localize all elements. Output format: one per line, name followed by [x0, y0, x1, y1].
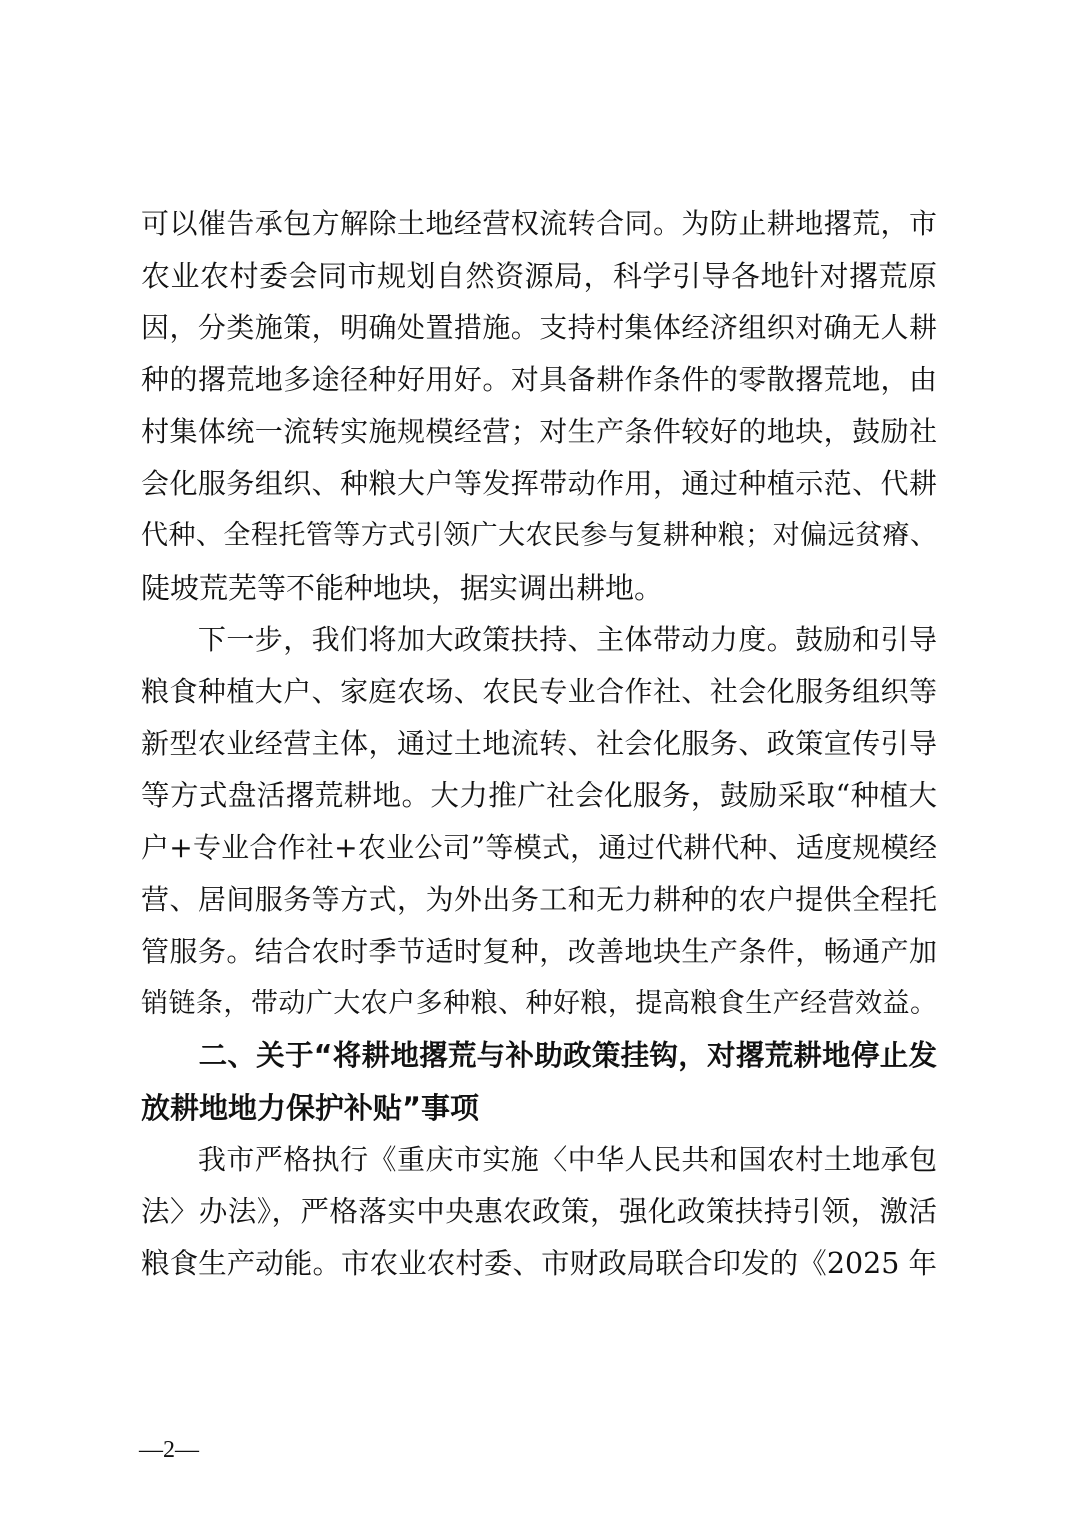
text-line: 等方式盘活撂荒耕地。大力推广社会化服务，鼓励采取“种植大 — [141, 779, 937, 812]
text-line: 法〉办法》，严格落实中央惠农政策，强化政策扶持引领，激活 — [141, 1195, 937, 1228]
text-line: 种的撂荒地多途径种好用好。对具备耕作条件的零散撂荒地，由 — [141, 363, 937, 396]
heading-line: 放耕地地力保护补贴”事项 — [141, 1091, 480, 1125]
text-line: 代种、全程托管等方式引领广大农民参与复耕种粮；对偏远贫瘠、 — [141, 520, 937, 551]
paragraph — [141, 1134, 937, 1290]
heading-line: 二、关于“将耕地撂荒与补助政策挂钩，对撂荒耕地停止发 — [141, 1039, 937, 1072]
text-line: 我市严格执行《重庆市实施〈中华人民共和国农村土地承包 — [141, 1143, 937, 1176]
text-line: 会化服务组织、种粮大户等发挥带动作用，通过种植示范、代耕 — [141, 467, 937, 500]
text-line: 下一步，我们将加大政策扶持、主体带动力度。鼓励和引导 — [141, 623, 937, 656]
text-line: 新型农业经营主体，通过土地流转、社会化服务、政策宣传引导 — [141, 727, 937, 760]
text-line: 可以催告承包方解除土地经营权流转合同。为防止耕地撂荒，市 — [141, 207, 937, 240]
text-line: 销链条，带动广大农户多种粮、种好粮，提高粮食生产经营效益。 — [141, 988, 937, 1019]
text-line: 粮食种植大户、家庭农场、农民专业合作社、社会化服务组织等 — [141, 675, 937, 708]
text-line: 粮食生产动能。市农业农村委、市财政局联合印发的《2025 年 — [141, 1247, 937, 1280]
text-line: 户+专业合作社+农业公司”等模式，通过代耕代种、适度规模经 — [141, 831, 937, 864]
text-line: 农业农村委会同市规划自然资源局，科学引导各地针对撂荒原 — [141, 259, 937, 293]
text-line: 因，分类施策，明确处置措施。支持村集体经济组织对确无人耕 — [141, 311, 937, 344]
text-line: 村集体统一流转实施规模经营；对生产条件较好的地块，鼓励社 — [141, 415, 937, 448]
document-body — [141, 198, 937, 1290]
page-number: —2— — [139, 1437, 199, 1463]
paragraph — [141, 614, 937, 1030]
text-line: 管服务。结合农时季节适时复种，改善地块生产条件，畅通产加 — [141, 935, 937, 968]
section-heading — [141, 1030, 937, 1134]
paragraph — [141, 198, 937, 614]
text-line: 营、居间服务等方式，为外出务工和无力耕种的农户提供全程托 — [141, 883, 937, 916]
text-line: 陡坡荒芜等不能种地块，据实调出耕地。 — [141, 571, 664, 605]
